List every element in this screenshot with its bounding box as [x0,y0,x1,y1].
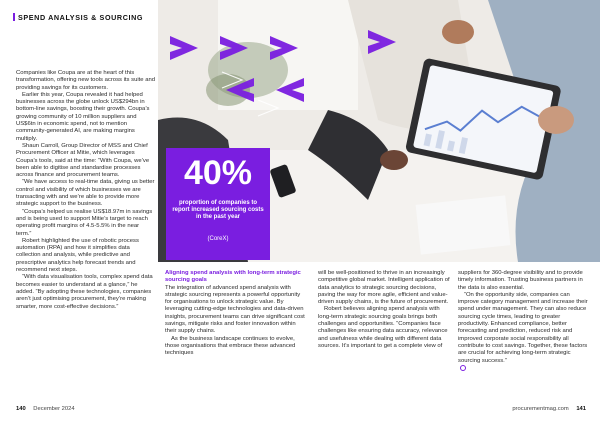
paragraph: suppliers for 360-degree visibility and to provide timely information. Trusting business partners in the data is also essential. [458,270,583,291]
paragraph: “With data visualisation tools, complex spend data becomes easier to understand at a glance,” he added. “By adopting these technologies, companies aren’t just optimising procurement, they’re making smarter, more cost-effective decisions.” [16,274,153,310]
stat-source: (CoreX) [207,236,229,242]
paragraph: Shaun Carroll, Group Director of MSS and Chief Procurement Officer at Mitie, which leverages Coupa’s tools, said at the time: “With Coupa, we’ve been able to digitise and standardise processes across finance and procurement teams. [16,142,150,179]
column-3 [318,270,450,350]
paragraph: “Coupa’s helped us realise US$18.97m in savings and is being used to support Mitie’s target to reach operating profit margins of 4.5-5.5% in the near term.” [16,208,153,237]
section-marker [13,13,15,21]
section-title: SPEND ANALYSIS & SOURCING [18,13,144,22]
stat-callout [166,148,270,260]
issue-date: December 2024 [33,406,75,412]
paragraph: Companies like Coupa are at the heart of this transformation, offering new tools across its suite and providing savings for its customers. [16,70,156,91]
footer-right [512,406,586,412]
page-number-left: 140 [16,406,26,412]
paragraph: Robert believes aligning spend analysis with long-term strategic sourcing goals brings both challenges and opportunities. “Companies face challenges like ensuring data accuracy, relevance and usefulness while dealing with different data sources. It’s important to get a complete view of [318,306,448,349]
column-2 [165,270,305,358]
column-1 [16,70,156,311]
subheading: Aligning spend analysis with long-term strategic sourcing goals [165,270,301,284]
paragraph: As the business landscape continues to evolve, those organisations that embrace these advanced techniques [165,335,296,357]
end-mark-icon [460,365,466,371]
page-number-right: 141 [576,406,586,412]
paragraph: will be well-positioned to thrive in an increasingly competitive global market. Intelligent application of data analytics to strategic sourcing decisions, paving the way for more agile, efficient and value-driven supply chains, is the future of procurement. [318,270,450,306]
paragraph: The integration of advanced spend analysis with strategic sourcing represents a powerful opportunity for organisations to unlock strategic value. By leveraging cutting-edge technologies and data-driven insights, procurement teams can drive significant cost savings, mitigate risks and foster innovation within their supply chains. [165,284,305,335]
footer-left [16,406,75,412]
column-4 [458,270,588,374]
stat-caption: proportion of companies to report increased sourcing costs in the past year [172,200,264,221]
paragraph: Robert highlighted the use of robotic process automation (RPA) and how it simplifies data collection and analysis, while predictive and prescriptive analytics help forecast trends and recommend next steps. [16,237,139,274]
paragraph: Earlier this year, Coupa revealed it had helped businesses across the globe unlock US$294bn in bottom-line savings, boosting their growth. Coupa’s growing community of 10 million suppliers and US$6tn in economic spend, not to mention community-generated AI, are making margins multiply. [16,91,150,142]
paragraph: “On the opportunity side, companies can improve category management and increase their spend under management. They can also reduce sourcing cycle times, leading to greater productivity. Enhanced compliance, better forecasting and prediction, reduced risk and improved corporate social responsibility all contribute to cost savings. Together, these factors are crucial for achieving long-term strategic sourcing success.” [458,291,588,364]
paragraph: “We have access to real-time data, giving us better control and visibility of which businesses we are transacting with and we’re able to provide more strategic support to the business. [16,179,155,208]
site-link[interactable]: procurementmag.com [512,406,569,412]
stat-value: 40% [183,154,253,192]
